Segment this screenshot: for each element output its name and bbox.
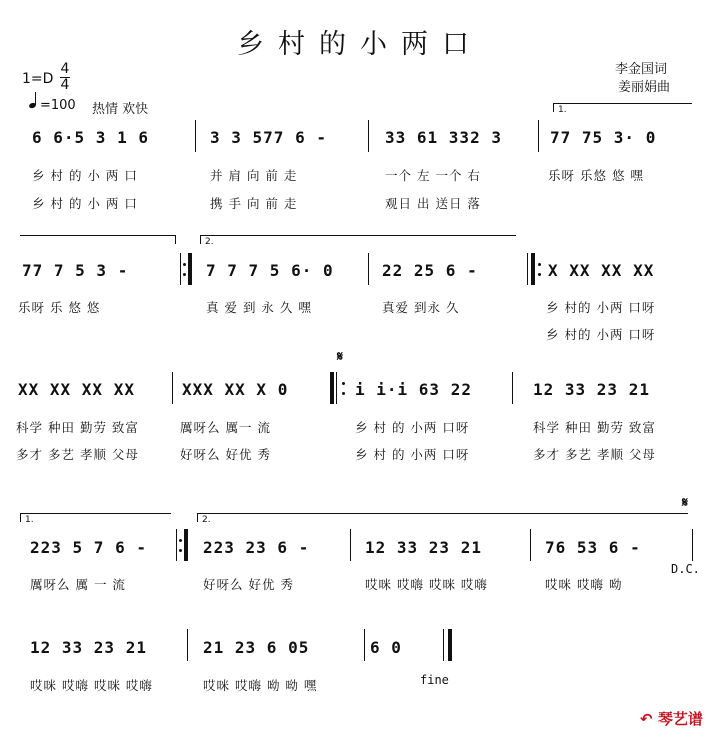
repeat-start-barline: [531, 253, 535, 285]
barline: [172, 372, 173, 404]
time-top: 4: [60, 61, 70, 77]
repeat-end-barline: [188, 253, 192, 285]
r1-lyric2-m1: 乡 村 的 小 两 口: [32, 196, 138, 211]
r4-measure-4: 76 53 6 -: [545, 538, 641, 557]
r4-lyric1-m3: 哎咪 哎嗨 哎咪 哎嗨: [365, 577, 488, 592]
barline: [180, 253, 181, 285]
watermark-text: 琴艺谱: [657, 710, 703, 728]
r4-lyric1-m2: 好呀么 好优 秀: [203, 577, 294, 592]
volta-first-continuation: [20, 235, 176, 244]
r1-lyric1-m1: 乡 村 的 小 两 口: [32, 168, 138, 183]
r2-measure-1: 77 7 5 3 -: [22, 261, 129, 280]
quarter-note-stem: [35, 92, 36, 105]
repeat-start-barline: [330, 372, 334, 404]
r4-measure-1: 223 5 7 6 -: [30, 538, 147, 557]
page-title: 乡村的小两口: [237, 29, 483, 60]
r3-measure-4: 12 33 23 21: [533, 380, 650, 399]
barline: [336, 372, 337, 404]
r3-measure-1: XX XX XX XX: [18, 380, 135, 399]
barline: [368, 120, 369, 152]
r1-lyric1-m4: 乐呀 乐悠 悠 嘿: [548, 168, 644, 183]
fine-marking: fine: [420, 673, 449, 687]
volta-first-r4: 1.: [20, 513, 171, 522]
r4-measure-3: 12 33 23 21: [365, 538, 482, 557]
volta-second-r4: 2.: [197, 513, 688, 522]
r3-lyric2-m1: 多才 多艺 孝顺 父母: [16, 447, 139, 462]
r1-measure-4: 77 75 3· 0: [550, 128, 657, 147]
r1-measure-3: 33 61 332 3: [385, 128, 502, 147]
time-bottom: 4: [60, 77, 70, 93]
barline: [195, 120, 196, 152]
composer-credit: 姜丽娟曲: [618, 80, 671, 95]
r3-lyric2-m4: 多才 多艺 孝顺 父母: [533, 447, 656, 462]
r3-lyric1-m3: 乡 村 的 小两 口呀: [355, 420, 470, 435]
lyricist-credit: 李金国词: [615, 62, 668, 77]
segno-icon: 𝄋: [682, 495, 689, 511]
watermark-logo: [640, 708, 703, 729]
r3-lyric2-m3: 乡 村 的 小两 口呀: [355, 447, 470, 462]
barline: [176, 529, 177, 561]
key-signature: 1=D: [22, 71, 54, 87]
r2-lyric1-m2: 真 爱 到 永 久 嘿: [206, 300, 312, 315]
final-barline: [448, 629, 452, 661]
r3-lyric1-m4: 科学 种田 勤劳 致富: [533, 420, 656, 435]
barline: [530, 529, 531, 561]
r1-lyric1-m2: 并 肩 向 前 走: [210, 168, 298, 183]
barline: [443, 629, 444, 661]
r5-measure-1: 12 33 23 21: [30, 638, 147, 657]
r1-lyric1-m3: 一个 左 一个 右: [385, 168, 481, 183]
r3-lyric2-m2: 好呀么 好优 秀: [180, 447, 271, 462]
r2-lyric1-m3: 真爱 到永 久: [382, 300, 460, 315]
expression-marking: 热情 欢快: [92, 102, 149, 117]
r2-lyric1-m1: 乐呀 乐 悠 悠: [18, 300, 101, 315]
r3-lyric1-m2: 厲呀么 厲一 流: [180, 420, 271, 435]
barline: [364, 629, 365, 661]
r5-lyric1-m2: 哎咪 哎嗨 呦 呦 嘿: [203, 678, 318, 693]
da-capo: D.C.: [671, 562, 700, 576]
r1-measure-2: 3 3 577 6 -: [210, 128, 327, 147]
barline: [527, 253, 528, 285]
r2-lyric2-m4: 乡 村的 小两 口呀: [546, 327, 656, 342]
r1-lyric2-m2: 携 手 向 前 走: [210, 196, 298, 211]
volta-second-r2: 2.: [200, 235, 516, 244]
r2-measure-4: X XX XX XX: [548, 261, 655, 280]
r4-measure-2: 223 23 6 -: [203, 538, 310, 557]
r1-lyric2-m3: 观日 出 送日 落: [385, 196, 481, 211]
barline: [692, 529, 693, 561]
r1-measure-1: 6 6·5 3 1 6: [32, 128, 149, 147]
r2-measure-2: 7 7 7 5 6· 0: [206, 261, 334, 280]
barline: [350, 529, 351, 561]
r5-measure-2: 21 23 6 05: [203, 638, 310, 657]
watermark-icon: ↶: [640, 710, 653, 728]
r5-lyric1-m1: 哎咪 哎嗨 哎咪 哎嗨: [30, 678, 153, 693]
segno-icon: 𝄋: [337, 349, 344, 365]
r3-lyric1-m1: 科学 种田 勤劳 致富: [16, 420, 139, 435]
barline: [512, 372, 513, 404]
barline: [538, 120, 539, 152]
time-signature: [60, 62, 70, 93]
repeat-end-barline: [184, 529, 188, 561]
tempo-marking: =100: [40, 98, 76, 113]
r2-measure-3: 22 25 6 -: [382, 261, 478, 280]
r3-measure-2: XXX XX X 0: [182, 380, 289, 399]
volta-first-r1: 1.: [553, 103, 692, 112]
barline: [187, 629, 188, 661]
r3-measure-3: i i·i 63 22: [355, 380, 472, 399]
barline: [368, 253, 369, 285]
r2-lyric1-m4: 乡 村的 小两 口呀: [546, 300, 656, 315]
r5-measure-3: 6 0: [370, 638, 402, 657]
r4-lyric1-m4: 哎咪 哎嗨 呦: [545, 577, 623, 592]
r4-lyric1-m1: 厲呀么 厲 一 流: [30, 577, 126, 592]
